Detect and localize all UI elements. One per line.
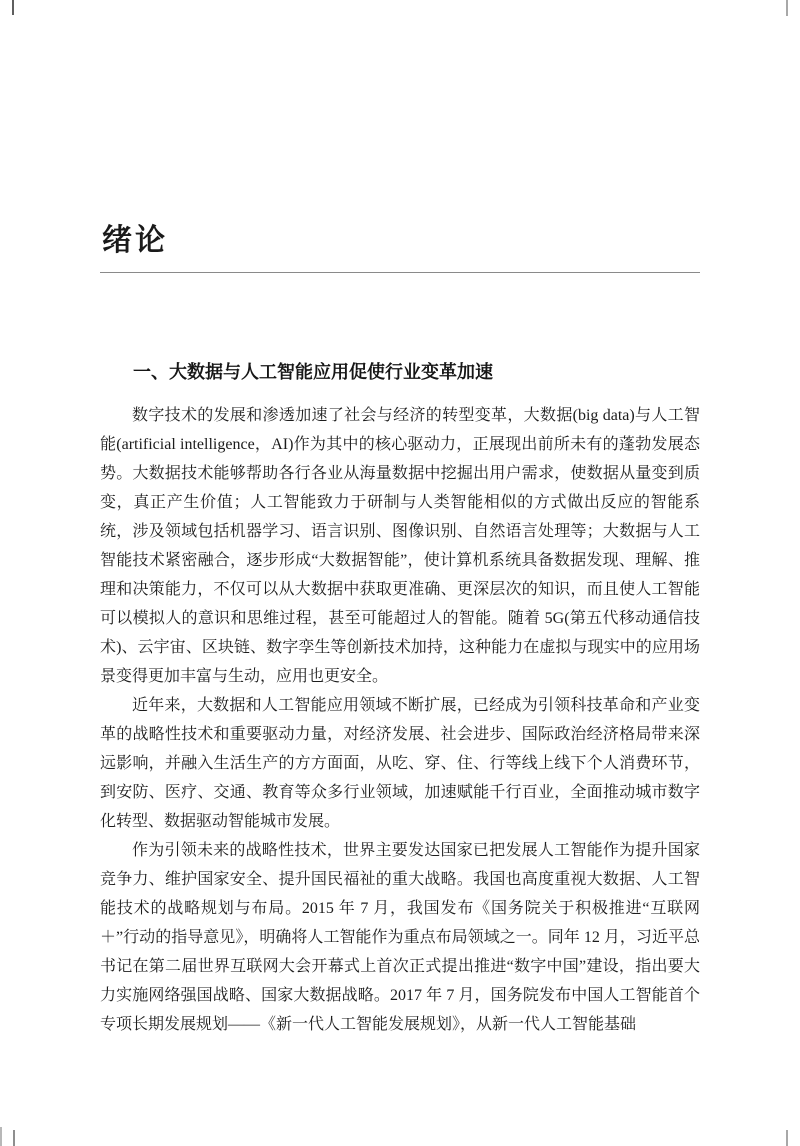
scan-registration-mark-bottom-left (13, 1130, 15, 1146)
scan-registration-mark-bottom-left-edge (0, 1127, 2, 1146)
scan-registration-mark-top-right (786, 0, 788, 16)
chapter-title: 绪论 (102, 224, 168, 257)
scan-registration-mark-bottom-right (786, 1130, 788, 1146)
paragraph-2: 近年来，大数据和人工智能应用领域不断扩展，已经成为引领科技革命和产业变革的战略性技术和重要驱动力量，对经济发展、社会进步、国际政治经济格局带来深远影响，并融入生活生产的方方面面，从吃、穿、住、行等线上线下个人消费环节，到安防、医疗、交通、教育等众多行业领域，加速赋能千行百业，全面推动城市数字化转型、数据驱动智能城市发展。 (100, 697, 700, 830)
page-content (100, 0, 700, 1039)
scan-registration-mark-top-left (12, 0, 14, 15)
title-divider-rule (100, 272, 700, 273)
paragraph-1: 数字技术的发展和渗透加速了社会与经济的转型变革，大数据(big data)与人工智能(artificial intelligence，AI)作为其中的核心驱动力，正展现出前所未有的蓬勃发展态势。大数据技术能够帮助各行各业从海量数据中挖掘出用户需求，使数据从量变到质变，真正产生价值；人工智能致力于研制与人类智能相似的方式做出反应的智能系统，涉及领域包括机器学习、语言识别、图像识别、自然语言处理等；大数据与人工智能技术紧密融合，逐步形成“大数据智能”，使计算机系统具备数据发现、理解、推理和决策能力，不仅可以从大数据中获取更准确、更深层次的知识，而且使人工智能可以模拟人的意识和思维过程，甚至可能超过人的智能。随着 5G(第五代移动通信技术)、云宇宙、区块链、数字孪生等创新技术加持，这种能力在虚拟与现实中的应用场景变得更加丰富与生动，应用也更安全。 (100, 407, 700, 685)
paragraph-3: 作为引领未来的战略性技术，世界主要发达国家已把发展人工智能作为提升国家竞争力、维护国家安全、提升国民福祉的重大战略。我国也高度重视大数据、人工智能技术的战略规划与布局。2015 年 7 月，我国发布《国务院关于积极推进“互联网 ＋”行动的指导意见》，明确将人工智能作为重点布局领域之一。同年 12 月，习近平总书记在第二届世界互联网大会开幕式上首次正式提出推进“数字中国”建设，指出要大力实施网络强国战略、国家大数据战略。2017 年 7 月，国务院发布中国人工智能首个专项长期发展规划——《新一代人工智能发展规划》，从新一代人工智能基础 (100, 842, 700, 1033)
body-text (100, 401, 700, 1039)
section-heading: 一、大数据与人工智能应用促使行业变革加速 (133, 362, 493, 382)
